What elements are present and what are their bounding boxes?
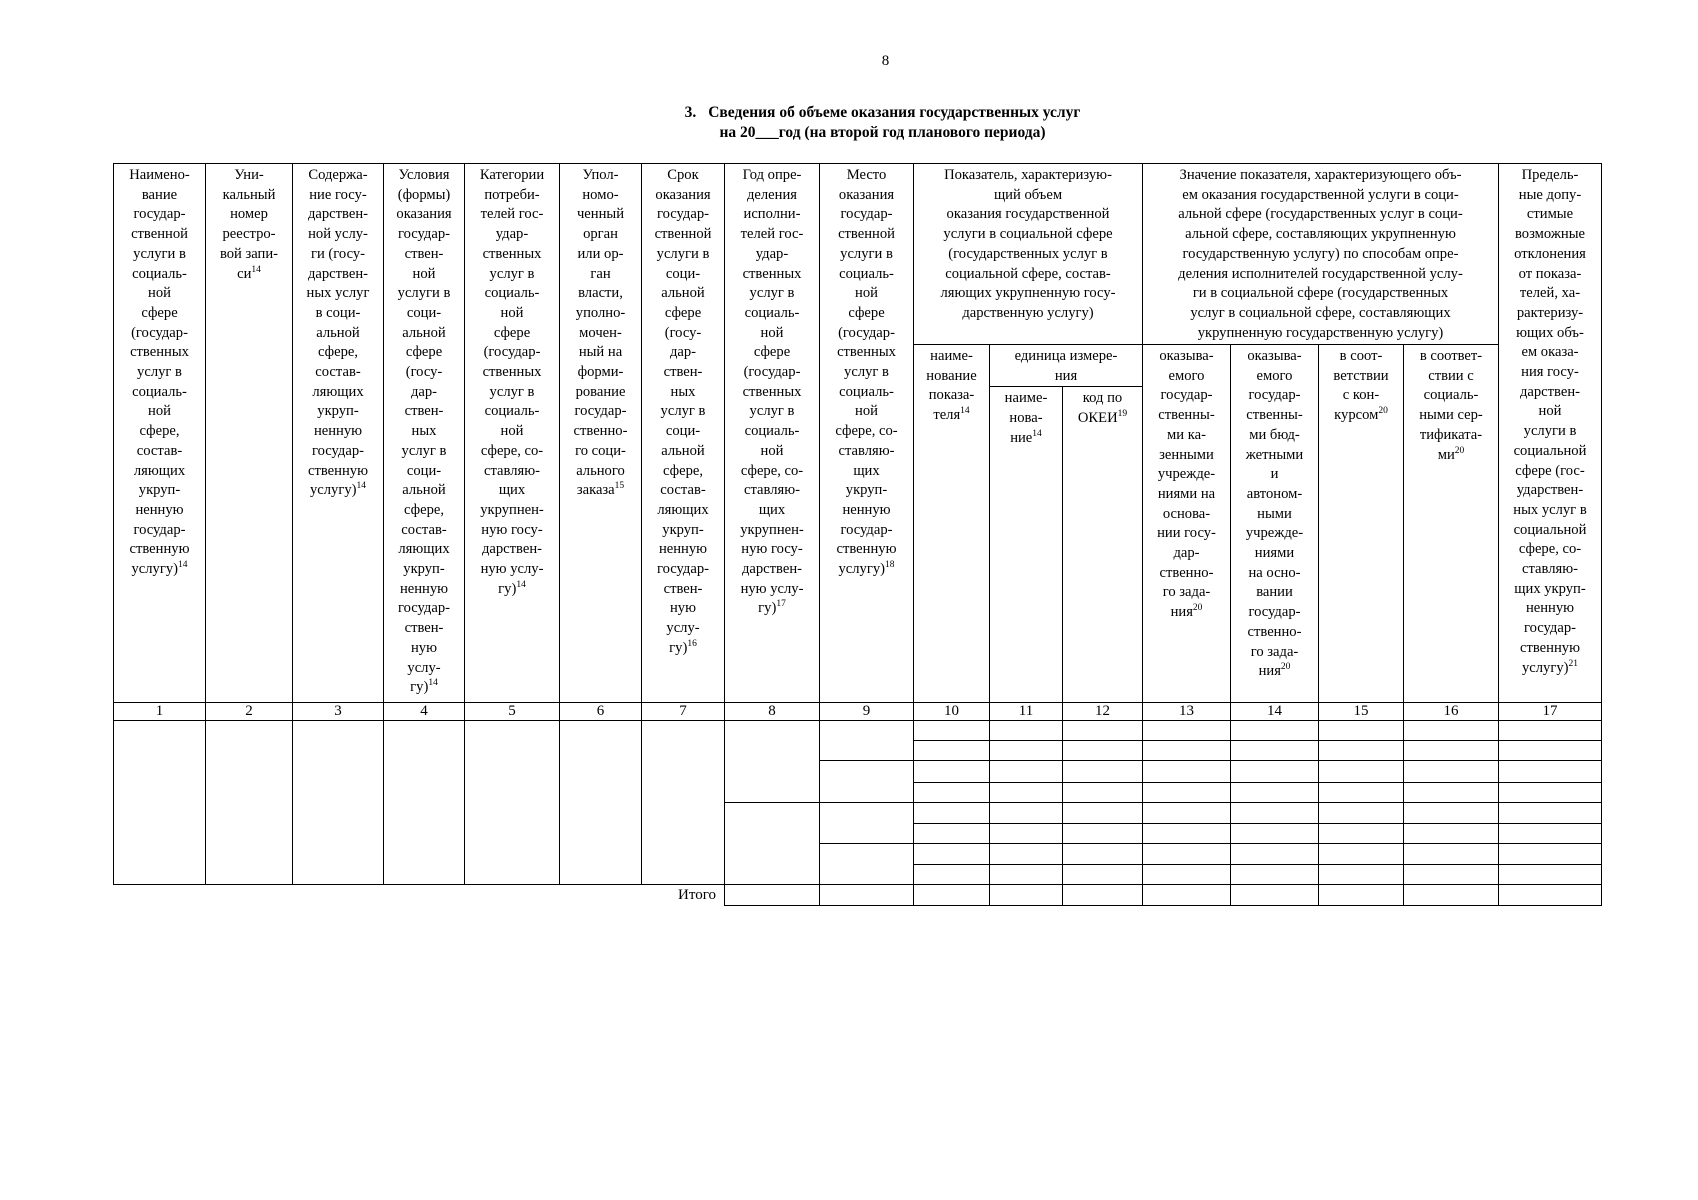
table-cell[interactable] xyxy=(1499,865,1602,885)
table-cell[interactable] xyxy=(1499,741,1602,761)
table-cell[interactable] xyxy=(1319,782,1404,802)
column-number: 12 xyxy=(1063,703,1143,721)
header-consumer-categories: Категории потреби- телей гос- удар- ственных услуг в социаль- ной сфере (государ- ственных услуг в социаль- ной сфере, со- ставляю- щих укрупнен- ную госу- дарствен- ную услу- гу)$^{14}$ xyxy=(465,164,560,703)
section-title xyxy=(0,103,1698,143)
table-cell[interactable] xyxy=(1499,782,1602,802)
table-cell[interactable] xyxy=(1319,721,1404,741)
header-service-conditions: Условия (формы) оказания государ- ствен- ной услуги в соци- альной сфере (госу- дар- ствен- ных услуг в соци- альной сфере, состав- ляющих укруп- ненную государ- ствен- ную услу- гу)$^{14}$ xyxy=(384,164,465,703)
table-cell[interactable] xyxy=(914,802,990,823)
table-cell[interactable] xyxy=(820,844,914,885)
table-cell[interactable] xyxy=(1143,844,1231,865)
table-cell[interactable] xyxy=(1063,782,1143,802)
table-cell[interactable] xyxy=(1499,721,1602,741)
table-cell[interactable] xyxy=(1063,721,1143,741)
header-okei-code: код по ОКЕИ$^{19}$ xyxy=(1063,387,1143,703)
title-line-2: на 20___год (на второй год планового периода) xyxy=(719,124,1046,141)
table-cell[interactable] xyxy=(1319,865,1404,885)
table-cell[interactable] xyxy=(820,721,914,761)
table-cell[interactable] xyxy=(914,824,990,844)
table-cell[interactable] xyxy=(642,721,725,885)
header-registry-number: Уни- кальный номер реестро- вой запи- $си^{14}$ xyxy=(206,164,293,703)
table-cell[interactable] xyxy=(1063,824,1143,844)
table-cell[interactable] xyxy=(1063,761,1143,782)
column-number: 6 xyxy=(560,703,642,721)
header-determination-year: Год опре- деления исполни- телей гос- удар- ственных услуг в социаль- ной сфере (государ- ственных услуг в социаль- ной сфере, со- ставляю- щих укрупнен- ную госу- дарствен- ную услу- гу)$^{17}$ xyxy=(725,164,820,703)
table-cell[interactable] xyxy=(725,721,820,802)
table-cell[interactable] xyxy=(1319,844,1404,865)
table-cell[interactable] xyxy=(1231,802,1319,823)
header-service-term: Срок оказания государ- ственной услуги в соци- альной сфере (госу- дар- ствен- ных услуг в соци- альной сфере, состав- ляющих укруп- ненную государ- ствен- ную услу- гу)$^{16}$ xyxy=(642,164,725,703)
column-number-row xyxy=(114,703,1602,721)
table-cell[interactable] xyxy=(914,844,990,865)
table-cell[interactable] xyxy=(1319,761,1404,782)
column-number: 8 xyxy=(725,703,820,721)
table-cell[interactable] xyxy=(820,761,914,802)
header-by-certificates: в соответ- ствии с социаль- ными сер- тификата- $ми^{20}$ xyxy=(1404,345,1499,703)
header-indicator-value: Значение показателя, характеризующего объ- ем оказания государственной услуги в соци- альной сфере (государственных услуг в соци- альной сфере, составляющих укрупненную государственную услугу) по способам опре- деления исполнителей государственной услу- ги в социальной сфере (государственных услуг в социальной сфере, составляющих укрупненную государственную услугу) xyxy=(1143,164,1499,345)
table-cell[interactable] xyxy=(914,885,990,906)
column-number: 5 xyxy=(465,703,560,721)
table-cell[interactable] xyxy=(1063,885,1143,906)
table-cell[interactable] xyxy=(1499,761,1602,782)
table-cell[interactable] xyxy=(1404,741,1499,761)
total-row xyxy=(114,885,1602,906)
table-cell[interactable] xyxy=(1319,824,1404,844)
table-cell[interactable] xyxy=(1143,865,1231,885)
title-line-1 xyxy=(0,103,1698,123)
table-cell[interactable] xyxy=(1499,802,1602,823)
table-cell[interactable] xyxy=(1063,802,1143,823)
table-cell[interactable] xyxy=(1499,885,1602,906)
column-number: 9 xyxy=(820,703,914,721)
table-cell[interactable] xyxy=(1404,802,1499,823)
table-cell[interactable] xyxy=(1499,844,1602,865)
table-cell[interactable] xyxy=(1143,741,1231,761)
table-cell[interactable] xyxy=(1063,844,1143,865)
table-cell[interactable] xyxy=(1143,885,1231,906)
table-cell[interactable] xyxy=(1319,885,1404,906)
table-cell[interactable] xyxy=(914,761,990,782)
header-indicator-name: наиме- нование показа- теля$^{14}$ xyxy=(914,345,990,703)
table-cell[interactable] xyxy=(820,885,914,906)
page-number: 8 xyxy=(881,53,890,69)
header-measure-unit: единица измере- ния xyxy=(990,345,1143,387)
column-number: 13 xyxy=(1143,703,1231,721)
column-number: 3 xyxy=(293,703,384,721)
header-service-content: Содержа- ние госу- дарствен- ной услу- ги (госу- дарствен- ных услуг в соци- альной сфере, состав- ляющих укруп- ненную государ- ственную услугу)$^{14}$ xyxy=(293,164,384,703)
table-cell[interactable] xyxy=(293,721,384,885)
table-cell[interactable] xyxy=(990,824,1063,844)
table-cell[interactable] xyxy=(990,741,1063,761)
table-cell[interactable] xyxy=(1231,761,1319,782)
table-cell[interactable] xyxy=(1404,782,1499,802)
table-cell[interactable] xyxy=(990,802,1063,823)
column-number: 1 xyxy=(114,703,206,721)
column-number: 15 xyxy=(1319,703,1404,721)
header-by-competition: в соот- ветствии с кон- курсом$^{20}$ xyxy=(1319,345,1404,703)
table-cell[interactable] xyxy=(990,721,1063,741)
table-cell[interactable] xyxy=(914,721,990,741)
table-cell[interactable] xyxy=(1231,782,1319,802)
table-cell[interactable] xyxy=(206,721,293,885)
title-text: Сведения об объеме оказания государственных услуг xyxy=(708,104,1081,121)
table-cell[interactable] xyxy=(1063,741,1143,761)
table-cell[interactable] xyxy=(1404,885,1499,906)
table-cell[interactable] xyxy=(990,782,1063,802)
table-cell[interactable] xyxy=(560,721,642,885)
table-cell[interactable] xyxy=(1404,761,1499,782)
table-cell[interactable] xyxy=(725,885,820,906)
table-cell[interactable] xyxy=(1231,741,1319,761)
column-number: 16 xyxy=(1404,703,1499,721)
table-cell[interactable] xyxy=(465,721,560,885)
table-cell[interactable] xyxy=(1404,865,1499,885)
table-cell[interactable] xyxy=(914,865,990,885)
table-cell[interactable] xyxy=(1404,824,1499,844)
table-row xyxy=(114,721,1602,741)
header-authorized-body: Упол- номо- ченный орган или ор- ган власти, уполно- мочен- ный на форми- рование государ- ственно- го соци- ального заказа$^{15}$ xyxy=(560,164,642,703)
table-cell[interactable] xyxy=(1143,721,1231,741)
table-cell[interactable] xyxy=(1404,721,1499,741)
table-cell[interactable] xyxy=(1231,824,1319,844)
table-cell[interactable] xyxy=(1319,802,1404,823)
header-state-institutions: оказыва- емого государ- ственны- ми ка- зенными учрежде- ниями на основа- нии госу- дар- ственно- го зада- ния$^{20}$ xyxy=(1143,345,1231,703)
table-cell[interactable] xyxy=(1231,885,1319,906)
column-number: 2 xyxy=(206,703,293,721)
table-cell[interactable] xyxy=(1231,844,1319,865)
table-cell[interactable] xyxy=(114,721,206,885)
table-cell[interactable] xyxy=(914,741,990,761)
table-cell[interactable] xyxy=(990,844,1063,865)
header-budget-institutions: оказыва- емого государ- ственны- ми бюд- жетными и автоном- ными учрежде- ниями на осно- вании государ- ственно- го зада- ния$^{20}$ xyxy=(1231,345,1319,703)
table-cell[interactable] xyxy=(990,865,1063,885)
header-service-name: Наимено- вание государ- ственной услуги в социаль- ной сфере (государ- ственных услуг в социаль- ной сфере, состав- ляющих укруп- ненную государ- ственную услугу)$^{14}$ xyxy=(114,164,206,703)
header-deviation-limits: Предель- ные допу- стимые возможные отклонения от показа- телей, ха- рактеризу- ющих объ- ем оказа- ния госу- дарствен- ной услуги в социальной сфере (гос- ударствен- ных услуг в социальной сфере, со- ставляю- щих укруп- ненную государ- ственную услугу)$^{21}$ xyxy=(1499,164,1602,703)
table-cell[interactable] xyxy=(1499,824,1602,844)
table-cell[interactable] xyxy=(990,885,1063,906)
header-volume-indicator: Показатель, характеризую- щий объем оказания государственной услуги в социальной сфере (государственных услуг в социальной сфере, состав- ляющих укрупненную госу- дарственную услугу) xyxy=(914,164,1143,345)
column-number: 14 xyxy=(1231,703,1319,721)
table-cell[interactable] xyxy=(1231,721,1319,741)
header-unit-name: наиме- нова- ние$^{14}$ xyxy=(990,387,1063,703)
column-number: 11 xyxy=(990,703,1063,721)
table-cell[interactable] xyxy=(914,782,990,802)
table-cell[interactable] xyxy=(1143,824,1231,844)
column-number: 17 xyxy=(1499,703,1602,721)
table-cell[interactable] xyxy=(1404,844,1499,865)
section-number: 3. xyxy=(684,104,697,121)
table-cell[interactable] xyxy=(820,802,914,843)
table-cell[interactable] xyxy=(990,761,1063,782)
total-label: Итого xyxy=(114,885,725,906)
table-cell[interactable] xyxy=(1319,741,1404,761)
column-number: 7 xyxy=(642,703,725,721)
volume-table xyxy=(113,163,1602,906)
column-number: 10 xyxy=(914,703,990,721)
header-service-place: Место оказания государ- ственной услуги в социаль- ной сфере (государ- ственных услуг в социаль- ной сфере, со- ставляю- щих укруп- ненную государ- ственную услугу)$^{18}$ xyxy=(820,164,914,703)
table-cell[interactable] xyxy=(1143,802,1231,823)
table-cell[interactable] xyxy=(1231,865,1319,885)
column-number: 4 xyxy=(384,703,465,721)
table-cell[interactable] xyxy=(725,802,820,885)
table-cell[interactable] xyxy=(1143,782,1231,802)
table-cell[interactable] xyxy=(384,721,465,885)
table-cell[interactable] xyxy=(1143,761,1231,782)
table-cell[interactable] xyxy=(1063,865,1143,885)
